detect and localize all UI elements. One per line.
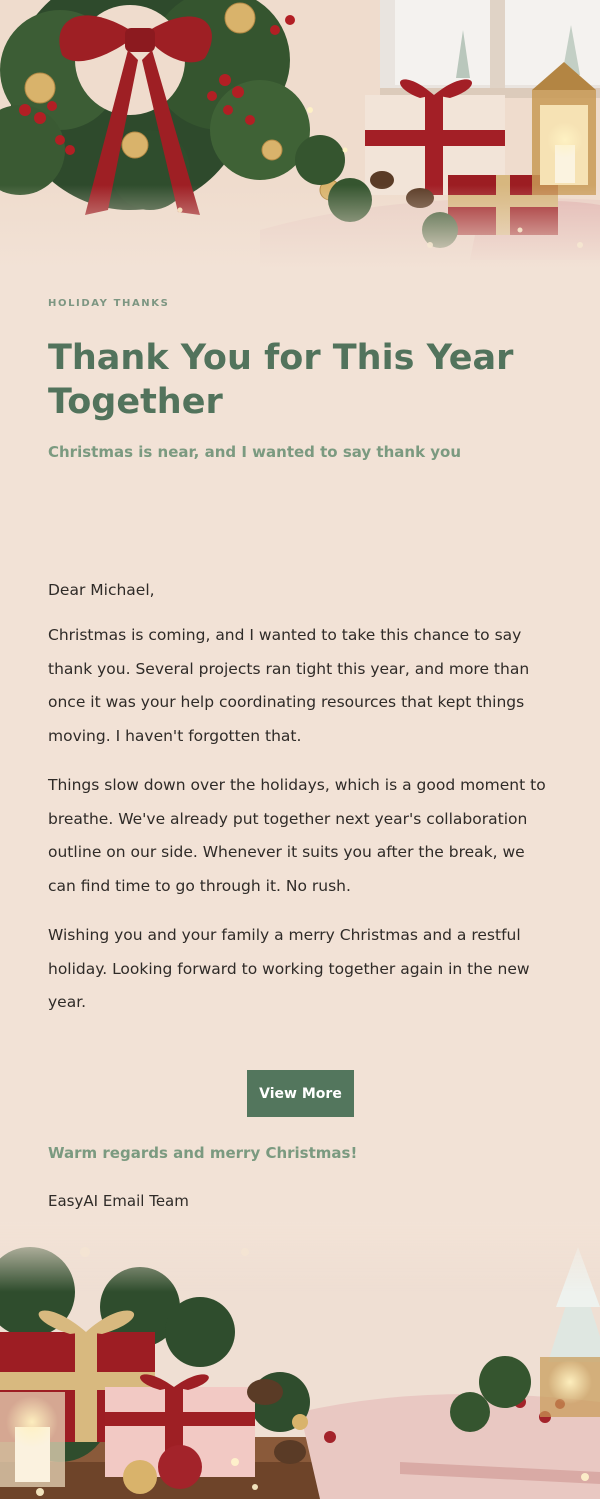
email-subtitle: Christmas is near, and I wanted to say thank you (48, 443, 462, 461)
body-paragraph: Christmas is coming, and I wanted to take this chance to say thank you. Several projects ran tight this year, and more than once it was your help coordinating resources that kept things moving. I haven't forgotten that. (48, 626, 530, 745)
greeting: Dear Michael, (48, 581, 155, 599)
email-title: Thank You for This Year Together (48, 338, 514, 422)
closing-regards: Warm regards and merry Christmas! (48, 1144, 358, 1162)
christmas-gifts-illustration (0, 1222, 600, 1499)
header-illustration (0, 0, 600, 270)
body-paragraph: Wishing you and your family a merry Christmas and a restful holiday. Looking forward to working together again in the new year. (48, 926, 530, 1011)
email-body (48, 577, 548, 1020)
christmas-wreath-illustration (0, 0, 600, 270)
signature: EasyAI Email Team (48, 1192, 189, 1210)
view-more-button[interactable]: View More (247, 1070, 354, 1117)
footer-illustration (0, 1222, 600, 1499)
eyebrow-label: HOLIDAY THANKS (48, 298, 170, 309)
body-paragraph: Things slow down over the holidays, which is a good moment to breathe. We've already put together next year's collaboration outline on our side. Whenever it suits you after the break, we can find time to go through it. No rush. (48, 776, 546, 895)
